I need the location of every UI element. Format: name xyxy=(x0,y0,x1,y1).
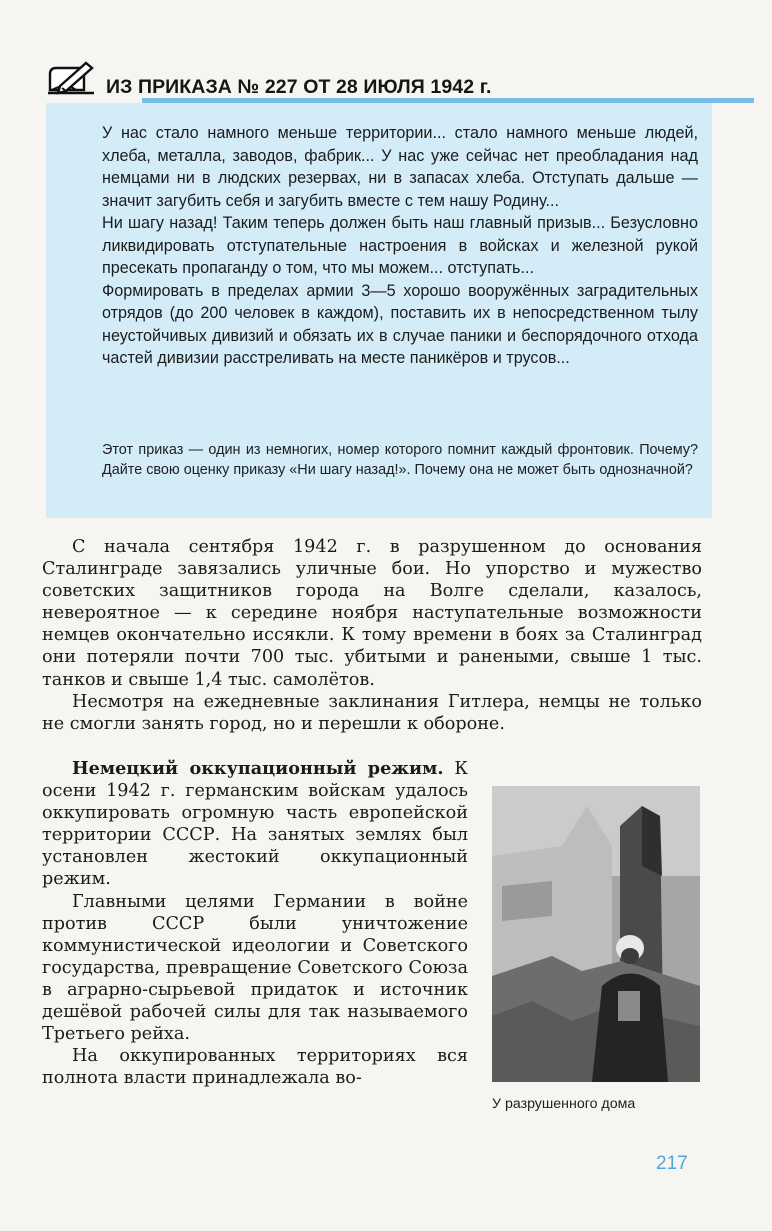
quote-paragraph: У нас стало намного меньше территории... стало намного меньше людей, хлеба, металла, заводов, фабрик... У нас уже сейчас нет преобладания над немцами ни в людских резервах, ни в запасах хлеба. Отступать дальше — значит загубить себя и загубить вместе с тем нашу Родину... xyxy=(102,124,698,210)
quote-paragraph: Формировать в пределах армии 3—5 хорошо вооружённых заградительных отрядов (до 200 человек в каждом), поставить их в непосредственном тылу неустойчивых дивизий и обязать их в случае паники и беспорядочного отхода частей дивизии расстреливать на месте паникёров и трусов... xyxy=(102,281,698,367)
question-text: Этот приказ — один из немногих, номер которого помнит каждый фронтовик. Почему? Дайте свою оценку приказу «Ни шагу назад!». Почему она не может быть однозначной? xyxy=(102,442,698,478)
quote-text xyxy=(102,122,698,370)
page-number: 217 xyxy=(656,1153,688,1174)
section-paragraph xyxy=(42,758,468,891)
quote-paragraph: Ни шагу назад! Таким теперь должен быть наш главный призыв... Безусловно ликвидировать отступательные настроения в войсках и железной рукой пресекать пропаганду о том, что мы можем... отступать... xyxy=(102,214,698,277)
main-text xyxy=(42,536,702,735)
document-title: ИЗ ПРИКАЗА № 227 ОТ 28 ИЮЛЯ 1942 г. xyxy=(106,76,492,98)
body-paragraph: Главными целями Германии в войне против СССР были уничтожение коммунистической идеологии и Советского государства, превращение Советского Союза в аграрно-сырьевой придаток и источник дешёвой рабочей силы для так называемого Третьего рейха. xyxy=(42,891,468,1045)
document-header xyxy=(44,58,712,102)
section-text: К осени 1942 г. германским войскам удалось оккупировать огромную часть европейской территории СССР. На занятых землях был установлен жестокий оккупационный режим. xyxy=(42,759,468,890)
pen-writing-icon xyxy=(46,60,98,96)
body-paragraph: С начала сентября 1942 г. в разрушенном до основания Сталинграде завязались уличные бои. Но упорство и мужество советских защитников города на Волге сделали, казалось, невероятное — к середине ноября наступательные возможности немцев окончательно иссякли. К тому времени в боях за Сталинград они потеряли почти 700 тыс. убитыми и ранеными, свыше 1 тыс. танков и свыше 1,4 тыс. самолётов. xyxy=(42,537,702,690)
body-paragraph: Несмотря на ежедневные заклинания Гитлера, немцы не только не смогли занять город, но и перешли к обороне. xyxy=(42,691,702,734)
ruined-house-photo xyxy=(492,786,700,1082)
body-paragraph: На оккупированных территориях вся полнота власти принадлежала во- xyxy=(42,1046,468,1089)
quote-panel xyxy=(46,103,712,518)
section-heading: Немецкий оккупационный режим. xyxy=(72,758,444,779)
photo-caption: У разрушенного дома xyxy=(492,1096,636,1112)
column-text xyxy=(42,758,468,1089)
